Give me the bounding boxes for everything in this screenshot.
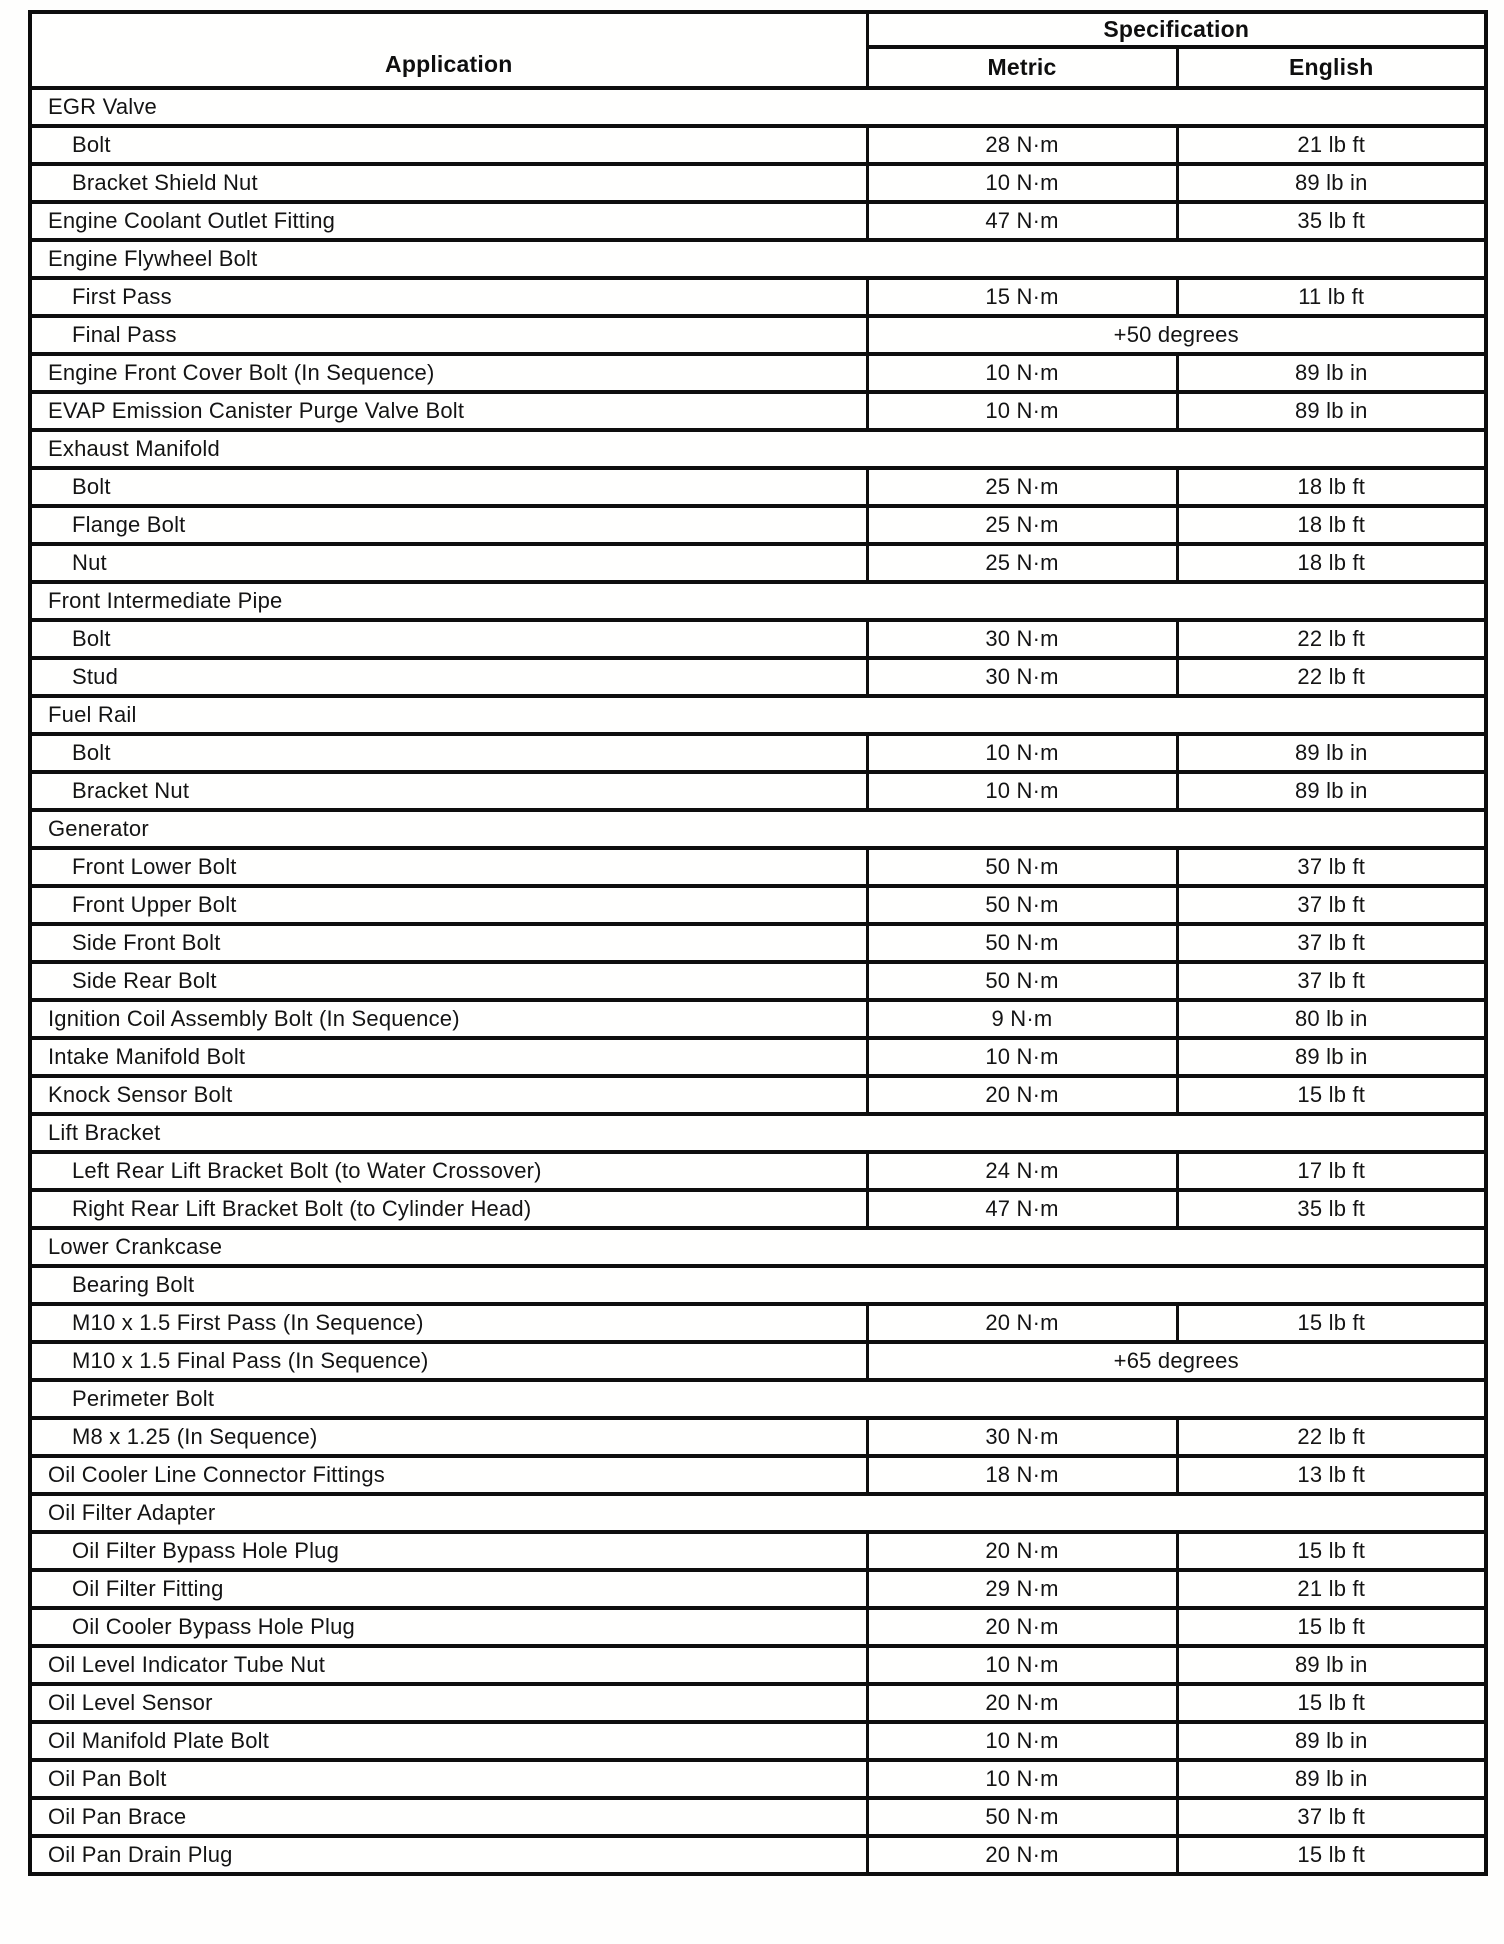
- spec-row: [30, 924, 1486, 962]
- english-cell: 37 lb ft: [1177, 886, 1486, 924]
- english-cell: 15 lb ft: [1177, 1532, 1486, 1570]
- application-cell: M10 x 1.5 First Pass (In Sequence): [30, 1304, 867, 1342]
- spec-row: [30, 1342, 1486, 1380]
- spec-row: [30, 1152, 1486, 1190]
- category-row: [30, 1228, 1486, 1266]
- english-cell: 80 lb in: [1177, 1000, 1486, 1038]
- metric-cell: 20 N·m: [867, 1836, 1177, 1874]
- application-cell: Engine Coolant Outlet Fitting: [30, 202, 867, 240]
- english-cell: 15 lb ft: [1177, 1836, 1486, 1874]
- english-cell: 15 lb ft: [1177, 1608, 1486, 1646]
- application-cell: Bolt: [30, 734, 867, 772]
- english-cell: 17 lb ft: [1177, 1152, 1486, 1190]
- column-header-specification: Specification: [867, 12, 1486, 47]
- english-cell: 89 lb in: [1177, 164, 1486, 202]
- spec-row: [30, 772, 1486, 810]
- english-cell: 15 lb ft: [1177, 1684, 1486, 1722]
- application-cell: Oil Filter Fitting: [30, 1570, 867, 1608]
- category-label-cell: Front Intermediate Pipe: [30, 582, 1486, 620]
- category-row: [30, 1494, 1486, 1532]
- spec-row: [30, 1190, 1486, 1228]
- category-row: [30, 696, 1486, 734]
- spec-row: [30, 506, 1486, 544]
- application-cell: Front Upper Bolt: [30, 886, 867, 924]
- category-label-cell: Bearing Bolt: [30, 1266, 1486, 1304]
- spec-row: [30, 1608, 1486, 1646]
- category-label-cell: Fuel Rail: [30, 696, 1486, 734]
- spec-row: [30, 126, 1486, 164]
- spec-row: [30, 1076, 1486, 1114]
- category-row: [30, 1266, 1486, 1304]
- metric-cell: 9 N·m: [867, 1000, 1177, 1038]
- english-cell: 22 lb ft: [1177, 1418, 1486, 1456]
- category-label-cell: Oil Filter Adapter: [30, 1494, 1486, 1532]
- metric-cell: 47 N·m: [867, 1190, 1177, 1228]
- metric-cell: 20 N·m: [867, 1076, 1177, 1114]
- spec-row: [30, 1798, 1486, 1836]
- category-label-cell: Exhaust Manifold: [30, 430, 1486, 468]
- spec-row: [30, 164, 1486, 202]
- category-row: [30, 88, 1486, 126]
- merged-spec-cell: +50 degrees: [867, 316, 1486, 354]
- spec-row: [30, 1532, 1486, 1570]
- metric-cell: 20 N·m: [867, 1684, 1177, 1722]
- spec-row: [30, 1646, 1486, 1684]
- spec-table-header: [30, 12, 1486, 88]
- application-cell: Intake Manifold Bolt: [30, 1038, 867, 1076]
- metric-cell: 10 N·m: [867, 772, 1177, 810]
- application-cell: Knock Sensor Bolt: [30, 1076, 867, 1114]
- application-cell: Bracket Shield Nut: [30, 164, 867, 202]
- english-cell: 13 lb ft: [1177, 1456, 1486, 1494]
- category-row: [30, 582, 1486, 620]
- metric-cell: 30 N·m: [867, 658, 1177, 696]
- metric-cell: 10 N·m: [867, 354, 1177, 392]
- metric-cell: 20 N·m: [867, 1304, 1177, 1342]
- application-cell: Right Rear Lift Bracket Bolt (to Cylinder Head): [30, 1190, 867, 1228]
- metric-cell: 50 N·m: [867, 1798, 1177, 1836]
- metric-cell: 15 N·m: [867, 278, 1177, 316]
- metric-cell: 20 N·m: [867, 1608, 1177, 1646]
- column-header-metric: Metric: [867, 47, 1177, 88]
- english-cell: 89 lb in: [1177, 772, 1486, 810]
- application-cell: Oil Pan Bolt: [30, 1760, 867, 1798]
- application-cell: Ignition Coil Assembly Bolt (In Sequence): [30, 1000, 867, 1038]
- category-label-cell: Engine Flywheel Bolt: [30, 240, 1486, 278]
- application-cell: Final Pass: [30, 316, 867, 354]
- category-row: [30, 1114, 1486, 1152]
- spec-row: [30, 468, 1486, 506]
- application-cell: Left Rear Lift Bracket Bolt (to Water Crossover): [30, 1152, 867, 1190]
- application-cell: Bolt: [30, 620, 867, 658]
- english-cell: 89 lb in: [1177, 1646, 1486, 1684]
- spec-row: [30, 354, 1486, 392]
- spec-row: [30, 278, 1486, 316]
- application-cell: Side Front Bolt: [30, 924, 867, 962]
- spec-row: [30, 1684, 1486, 1722]
- english-cell: 37 lb ft: [1177, 848, 1486, 886]
- spec-row: [30, 734, 1486, 772]
- spec-row: [30, 1000, 1486, 1038]
- application-cell: Bolt: [30, 468, 867, 506]
- application-cell: M8 x 1.25 (In Sequence): [30, 1418, 867, 1456]
- application-cell: Bracket Nut: [30, 772, 867, 810]
- metric-cell: 10 N·m: [867, 734, 1177, 772]
- metric-cell: 25 N·m: [867, 506, 1177, 544]
- english-cell: 89 lb in: [1177, 354, 1486, 392]
- category-row: [30, 240, 1486, 278]
- english-cell: 21 lb ft: [1177, 126, 1486, 164]
- english-cell: 35 lb ft: [1177, 1190, 1486, 1228]
- category-label-cell: Generator: [30, 810, 1486, 848]
- spec-row: [30, 202, 1486, 240]
- english-cell: 21 lb ft: [1177, 1570, 1486, 1608]
- application-cell: Oil Level Sensor: [30, 1684, 867, 1722]
- application-cell: First Pass: [30, 278, 867, 316]
- english-cell: 22 lb ft: [1177, 620, 1486, 658]
- english-cell: 15 lb ft: [1177, 1076, 1486, 1114]
- metric-cell: 24 N·m: [867, 1152, 1177, 1190]
- metric-cell: 10 N·m: [867, 164, 1177, 202]
- application-cell: Oil Pan Brace: [30, 1798, 867, 1836]
- english-cell: 37 lb ft: [1177, 924, 1486, 962]
- application-cell: Side Rear Bolt: [30, 962, 867, 1000]
- application-cell: Stud: [30, 658, 867, 696]
- spec-row: [30, 1418, 1486, 1456]
- metric-cell: 28 N·m: [867, 126, 1177, 164]
- metric-cell: 30 N·m: [867, 1418, 1177, 1456]
- metric-cell: 25 N·m: [867, 544, 1177, 582]
- english-cell: 18 lb ft: [1177, 506, 1486, 544]
- metric-cell: 10 N·m: [867, 1646, 1177, 1684]
- metric-cell: 10 N·m: [867, 1722, 1177, 1760]
- metric-cell: 30 N·m: [867, 620, 1177, 658]
- spec-row: [30, 1456, 1486, 1494]
- english-cell: 37 lb ft: [1177, 1798, 1486, 1836]
- column-header-english: English: [1177, 47, 1486, 88]
- english-cell: 11 lb ft: [1177, 278, 1486, 316]
- spec-row: [30, 620, 1486, 658]
- metric-cell: 50 N·m: [867, 848, 1177, 886]
- category-label-cell: Lower Crankcase: [30, 1228, 1486, 1266]
- application-cell: Front Lower Bolt: [30, 848, 867, 886]
- metric-cell: 50 N·m: [867, 924, 1177, 962]
- category-row: [30, 1380, 1486, 1418]
- metric-cell: 10 N·m: [867, 392, 1177, 430]
- category-row: [30, 810, 1486, 848]
- english-cell: 18 lb ft: [1177, 544, 1486, 582]
- application-cell: Nut: [30, 544, 867, 582]
- spec-row: [30, 1836, 1486, 1874]
- category-label-cell: EGR Valve: [30, 88, 1486, 126]
- application-cell: Oil Level Indicator Tube Nut: [30, 1646, 867, 1684]
- english-cell: 35 lb ft: [1177, 202, 1486, 240]
- english-cell: 89 lb in: [1177, 734, 1486, 772]
- column-header-application: Application: [30, 12, 867, 88]
- english-cell: 18 lb ft: [1177, 468, 1486, 506]
- english-cell: 89 lb in: [1177, 1722, 1486, 1760]
- application-cell: Oil Cooler Bypass Hole Plug: [30, 1608, 867, 1646]
- category-label-cell: Perimeter Bolt: [30, 1380, 1486, 1418]
- metric-cell: 47 N·m: [867, 202, 1177, 240]
- metric-cell: 50 N·m: [867, 962, 1177, 1000]
- application-cell: Flange Bolt: [30, 506, 867, 544]
- merged-spec-cell: +65 degrees: [867, 1342, 1486, 1380]
- application-cell: Bolt: [30, 126, 867, 164]
- spec-row: [30, 544, 1486, 582]
- spec-row: [30, 316, 1486, 354]
- application-cell: Oil Manifold Plate Bolt: [30, 1722, 867, 1760]
- english-cell: 89 lb in: [1177, 1038, 1486, 1076]
- spec-row: [30, 1304, 1486, 1342]
- application-cell: Oil Cooler Line Connector Fittings: [30, 1456, 867, 1494]
- spec-row: [30, 1760, 1486, 1798]
- english-cell: 22 lb ft: [1177, 658, 1486, 696]
- application-cell: Engine Front Cover Bolt (In Sequence): [30, 354, 867, 392]
- spec-row: [30, 1038, 1486, 1076]
- spec-row: [30, 392, 1486, 430]
- english-cell: 89 lb in: [1177, 392, 1486, 430]
- metric-cell: 25 N·m: [867, 468, 1177, 506]
- category-row: [30, 430, 1486, 468]
- application-cell: Oil Pan Drain Plug: [30, 1836, 867, 1874]
- category-label-cell: Lift Bracket: [30, 1114, 1486, 1152]
- spec-row: [30, 1570, 1486, 1608]
- spec-row: [30, 962, 1486, 1000]
- english-cell: 15 lb ft: [1177, 1304, 1486, 1342]
- metric-cell: 29 N·m: [867, 1570, 1177, 1608]
- spec-row: [30, 848, 1486, 886]
- spec-row: [30, 658, 1486, 696]
- english-cell: 89 lb in: [1177, 1760, 1486, 1798]
- application-cell: EVAP Emission Canister Purge Valve Bolt: [30, 392, 867, 430]
- metric-cell: 20 N·m: [867, 1532, 1177, 1570]
- metric-cell: 10 N·m: [867, 1760, 1177, 1798]
- metric-cell: 10 N·m: [867, 1038, 1177, 1076]
- metric-cell: 50 N·m: [867, 886, 1177, 924]
- application-cell: Oil Filter Bypass Hole Plug: [30, 1532, 867, 1570]
- english-cell: 37 lb ft: [1177, 962, 1486, 1000]
- header-row-top: [30, 12, 1486, 47]
- spec-row: [30, 1722, 1486, 1760]
- spec-table-body: [30, 88, 1486, 1874]
- fastener-spec-table: [28, 10, 1488, 1876]
- application-cell: M10 x 1.5 Final Pass (In Sequence): [30, 1342, 867, 1380]
- metric-cell: 18 N·m: [867, 1456, 1177, 1494]
- spec-row: [30, 886, 1486, 924]
